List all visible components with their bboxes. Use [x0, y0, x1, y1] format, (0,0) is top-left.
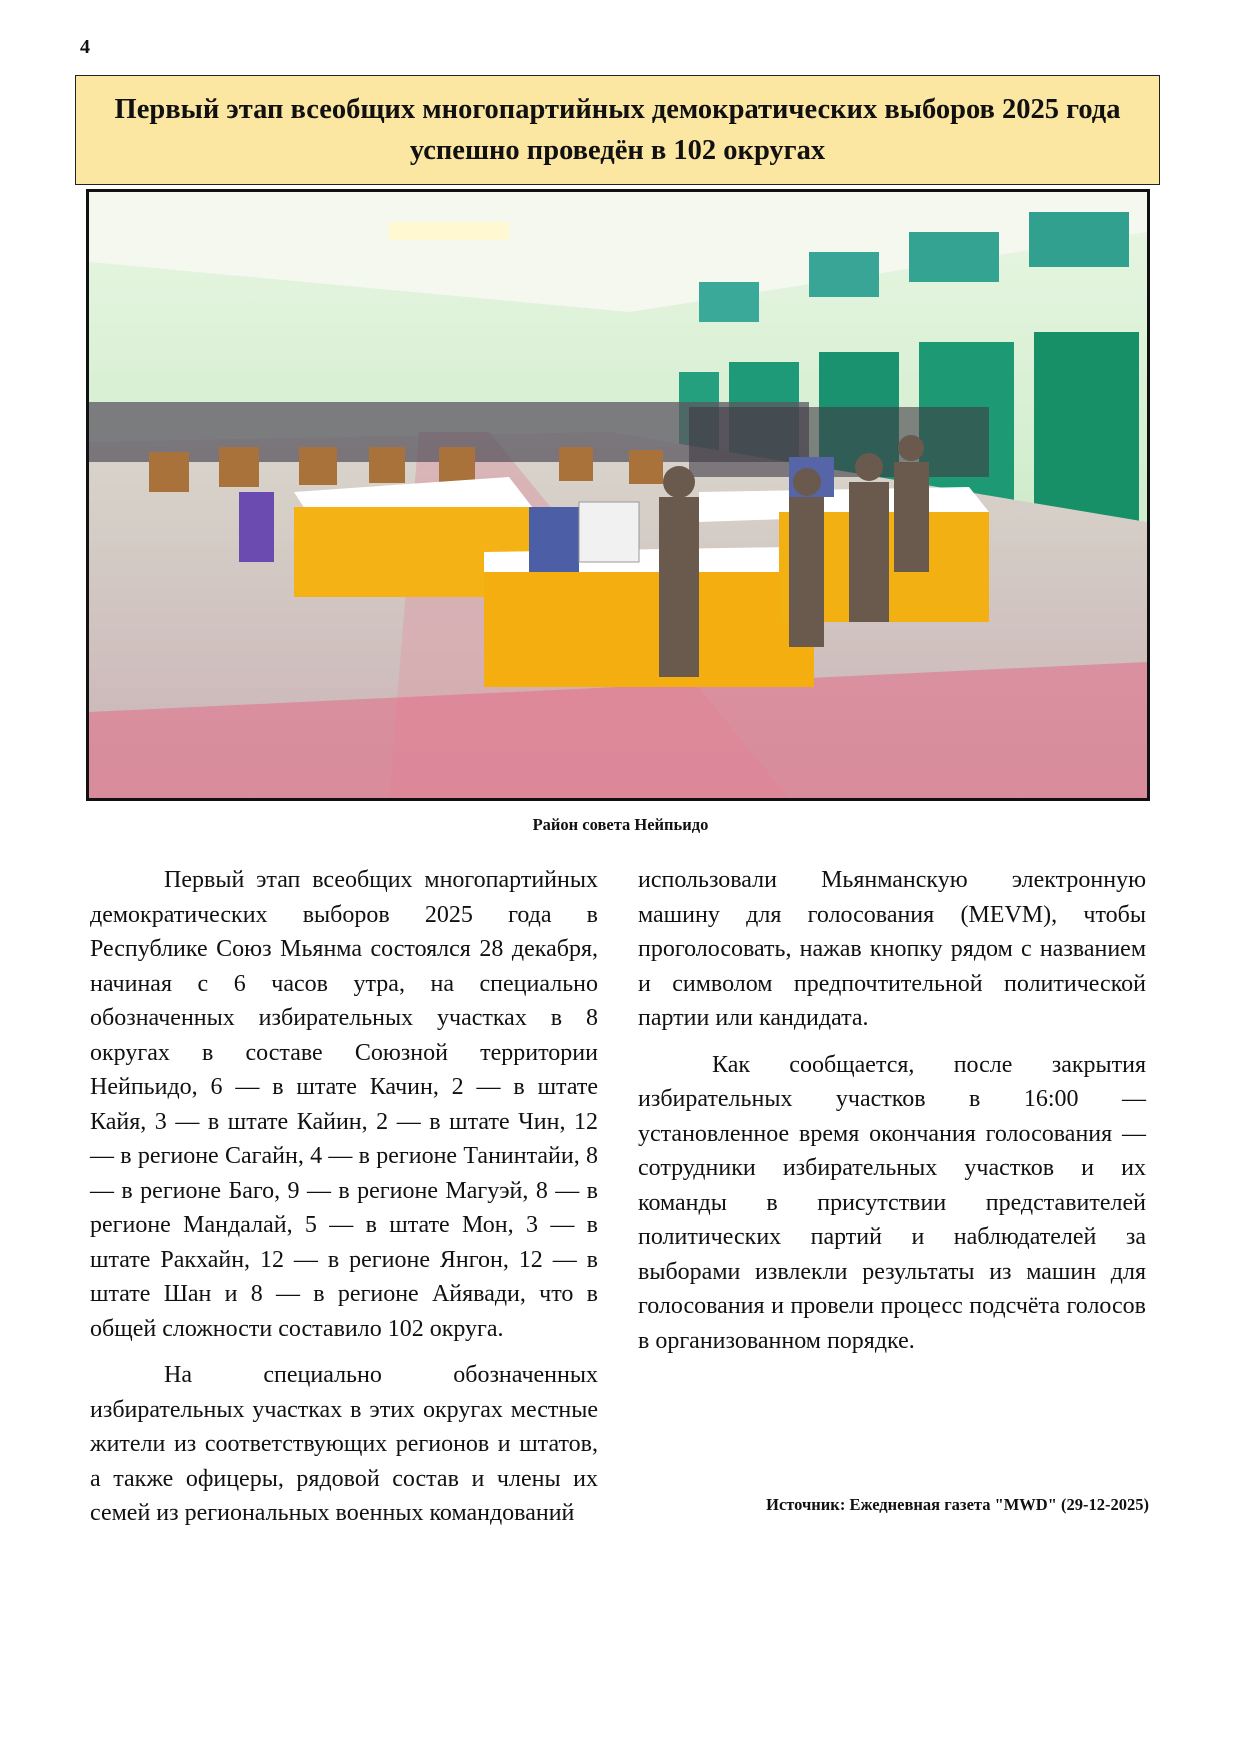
photo-polling-hall — [86, 189, 1150, 801]
right-column — [638, 863, 1146, 1370]
page-number: 4 — [80, 36, 90, 58]
photo-caption: Район совета Нейпьидо — [532, 815, 709, 834]
paragraph: использовали Мьянманскую электронную машину для голосования (MEVM), чтобы проголосовать, нажав кнопку рядом с названием и символом предпочтительной политической партии или кандидата. — [638, 867, 1146, 1031]
photo-illustration — [89, 192, 1147, 798]
source-note: Источник: Ежедневная газета "MWD" (29-12-2025) — [766, 1495, 1149, 1514]
left-column — [90, 863, 598, 1543]
paragraph: Как сообщается, после закрытия избирательных участков в 16:00 — установленное время окончания голосования — сотрудники избирательных участков и их команды в присутствии представителей политических партий и наблюдателей за выборами извлекли результаты из машин для голосования и провели процесс подсчёта голосов в организованном порядке. — [638, 1051, 1146, 1354]
headline: Первый этап всеобщих многопартийных демократических выборов 2025 года успешно проведён в 102 округах — [114, 94, 1121, 166]
paragraph: На специально обозначенных избирательных участках в этих округах местные жители из соответствующих регионов и штатов, а также офицеры, рядовой состав и члены их семей из региональных военных командований — [90, 1362, 598, 1526]
headline-box — [75, 75, 1160, 185]
paragraph: Первый этап всеобщих многопартийных демократических выборов 2025 года в Республике Союз Мьянма состоялся 28 декабря, начиная с 6 часов утра, на специально обозначенных избирательных участках в 8 округах в составе Союзной территории Нейпьидо, 6 — в штате Качин, 2 — в штате Кайя, 3 — в штате Кайин, 2 — в штате Чин, 12 — в регионе Сагайн, 4 — в регионе Танинтайи, 8 — в регионе Баго, 9 — в регионе Магуэй, 8 — в регионе Мандалай, 5 — в штате Мон, 3 — в штате Ракхайн, 12 — в регионе Янгон, 12 — в штате Шан и 8 — в регионе Айявади, что в общей сложности составило 102 округа. — [90, 867, 598, 1342]
